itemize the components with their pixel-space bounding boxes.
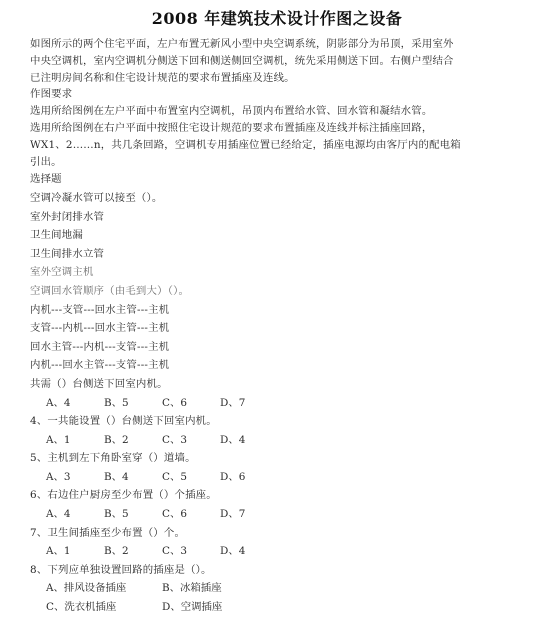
option: A、1 xyxy=(46,545,71,558)
question-stem: 空调回水管顺序（由毛到大）（）。 xyxy=(30,284,190,297)
option: C、6 xyxy=(162,508,187,521)
option: C、3 xyxy=(162,433,187,446)
option: A、排风设备插座 xyxy=(46,582,127,595)
question-stem: 8、下列应单独设置回路的插座是（）。 xyxy=(30,563,212,576)
intro-line: 已注明房间名称和住宅设计规范的要求布置插座及连线。 xyxy=(30,71,295,84)
option: B、冰箱插座 xyxy=(162,582,222,595)
option: C、5 xyxy=(162,470,187,483)
option-row xyxy=(30,579,524,598)
requirement-line: 引出。 xyxy=(30,155,62,168)
option: B、5 xyxy=(104,396,129,409)
question-stem: 4、一共能设置（）台侧送下回室内机。 xyxy=(30,415,217,428)
question-stem: 7、卫生间插座至少布置（）个。 xyxy=(30,526,186,539)
option: B、5 xyxy=(104,508,129,521)
option: B、2 xyxy=(104,545,129,558)
option: D、4 xyxy=(220,545,246,558)
question-option: 卫生间地漏 xyxy=(30,229,83,242)
question-stem: 空调冷凝水管可以接至（）。 xyxy=(30,191,163,204)
question-option: 内机---回水主管---支管---主机 xyxy=(30,359,170,372)
option: B、4 xyxy=(104,470,129,483)
option-row xyxy=(30,468,524,487)
option: A、1 xyxy=(46,433,71,446)
option: C、3 xyxy=(162,545,187,558)
question-option: 室外空调主机 xyxy=(30,266,94,279)
option: B、2 xyxy=(104,433,129,446)
requirement-line: 选用所给图例在右户平面中按照住宅设计规范的要求布置插座及连线并标注插座回路， xyxy=(30,121,433,134)
option: A、3 xyxy=(46,470,71,483)
intro-line: 中央空调机，室内空调机分侧送下回和侧送侧回空调机，统先采用侧送下回。右侧户型结合 xyxy=(30,54,454,67)
question-option: 内机---支管---回水主管---主机 xyxy=(30,303,170,316)
option: C、洗衣机插座 xyxy=(46,601,117,614)
question-option: 支管---内机---回水主管---主机 xyxy=(30,322,170,335)
question-stem: 共需（）台侧送下回室内机。 xyxy=(30,377,168,390)
question-option: 回水主管---内机---支管---主机 xyxy=(30,340,170,353)
option: D、7 xyxy=(220,396,246,409)
option: A、4 xyxy=(46,396,71,409)
intro-line: 如图所示的两个住宅平面，左户布置无新风小型中央空调系统，阴影部分为吊顶，采用室外 xyxy=(30,38,454,50)
option: D、空调插座 xyxy=(162,601,223,614)
option-row xyxy=(30,394,524,413)
option-row xyxy=(30,431,524,450)
option: D、6 xyxy=(220,470,246,483)
option: D、4 xyxy=(220,433,246,446)
requirement-line: WX1、2……n，共几条回路，空调机专用插座位置已经给定，插座电源均由客厅内的配电箱 xyxy=(30,138,461,151)
question-option: 卫生间排水立管 xyxy=(30,247,105,260)
option-row xyxy=(30,598,524,617)
option: C、6 xyxy=(162,396,187,409)
choice-heading: 选择题 xyxy=(30,173,62,186)
option-row xyxy=(30,542,524,561)
option: D、7 xyxy=(220,508,246,521)
question-stem: 5、主机到左下角卧室穿（）道墙。 xyxy=(30,452,196,465)
requirements-heading: 作图要求 xyxy=(30,88,73,101)
requirement-line: 选用所给图例在左户平面中布置室内空调机，吊顶内布置给水管、回水管和凝结水管。 xyxy=(30,105,433,118)
page-title: 2008 年建筑技术设计作图之设备 xyxy=(151,9,403,28)
option-row xyxy=(30,505,524,524)
question-stem: 6、右边住户厨房至少布置（）个插座。 xyxy=(30,489,217,502)
question-option: 室外封闭排水管 xyxy=(30,210,105,223)
option: A、4 xyxy=(46,508,71,521)
